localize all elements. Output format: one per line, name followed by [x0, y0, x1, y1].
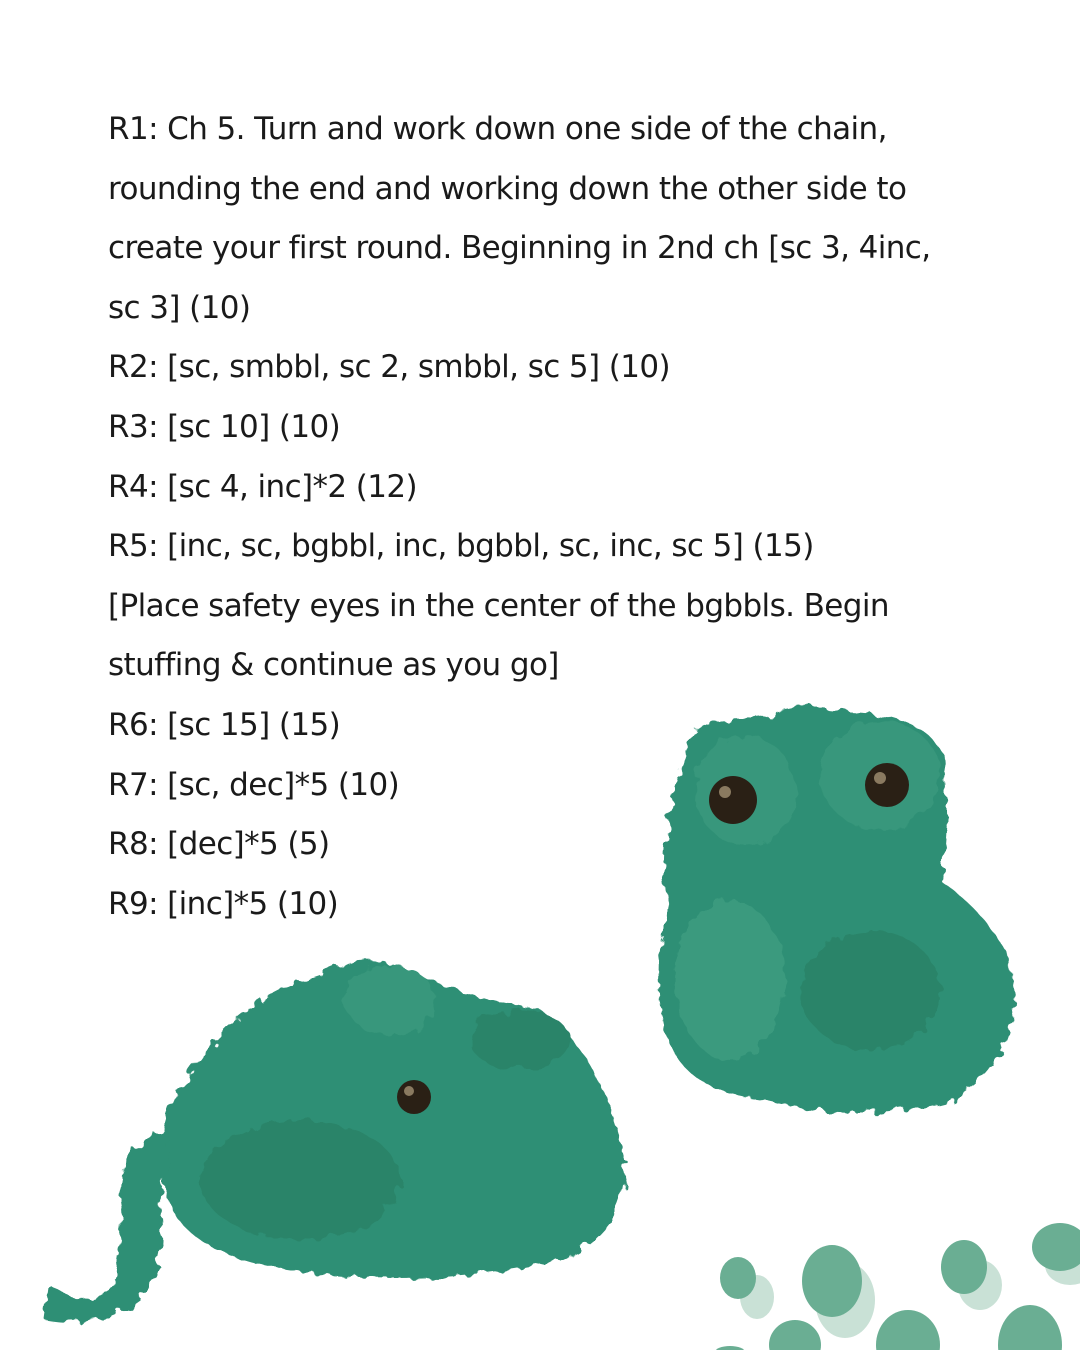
- pattern-line: R5: [inc, sc, bgbbl, inc, bgbbl, sc, inc, sc 5] (15): [108, 528, 814, 565]
- frog-eye: [709, 776, 757, 824]
- pattern-line: R8: [dec]*5 (5): [108, 826, 330, 863]
- frog-eye: [397, 1080, 431, 1114]
- pattern-line: create your first round. Beginning in 2nd ch [sc 3, 4inc,: [108, 230, 931, 267]
- decorative-dots: [715, 1223, 1080, 1350]
- frog-photo-upright: [659, 708, 1015, 1113]
- pattern-line: R4: [sc 4, inc]*2 (12): [108, 468, 418, 505]
- pattern-line: R1: Ch 5. Turn and work down one side of the chain,: [108, 111, 887, 147]
- pattern-line: [Place safety eyes in the center of the bgbbls. Begin: [108, 587, 889, 624]
- pattern-line: R2: [sc, smbbl, sc 2, smbbl, sc 5] (10): [108, 349, 671, 386]
- frog-photo-lying: [45, 961, 625, 1322]
- pattern-line: rounding the end and working down the other side to: [108, 170, 907, 207]
- pattern-line: R7: [sc, dec]*5 (10): [108, 766, 400, 803]
- pattern-line: stuffing & continue as you go]: [108, 647, 559, 684]
- pattern-line: R6: [sc 15] (15): [108, 706, 341, 743]
- pattern-line: R9: [inc]*5 (10): [108, 885, 339, 922]
- pattern-line: sc 3] (10): [108, 289, 251, 326]
- pattern-line: R3: [sc 10] (10): [108, 408, 341, 445]
- frog-eye: [865, 763, 909, 807]
